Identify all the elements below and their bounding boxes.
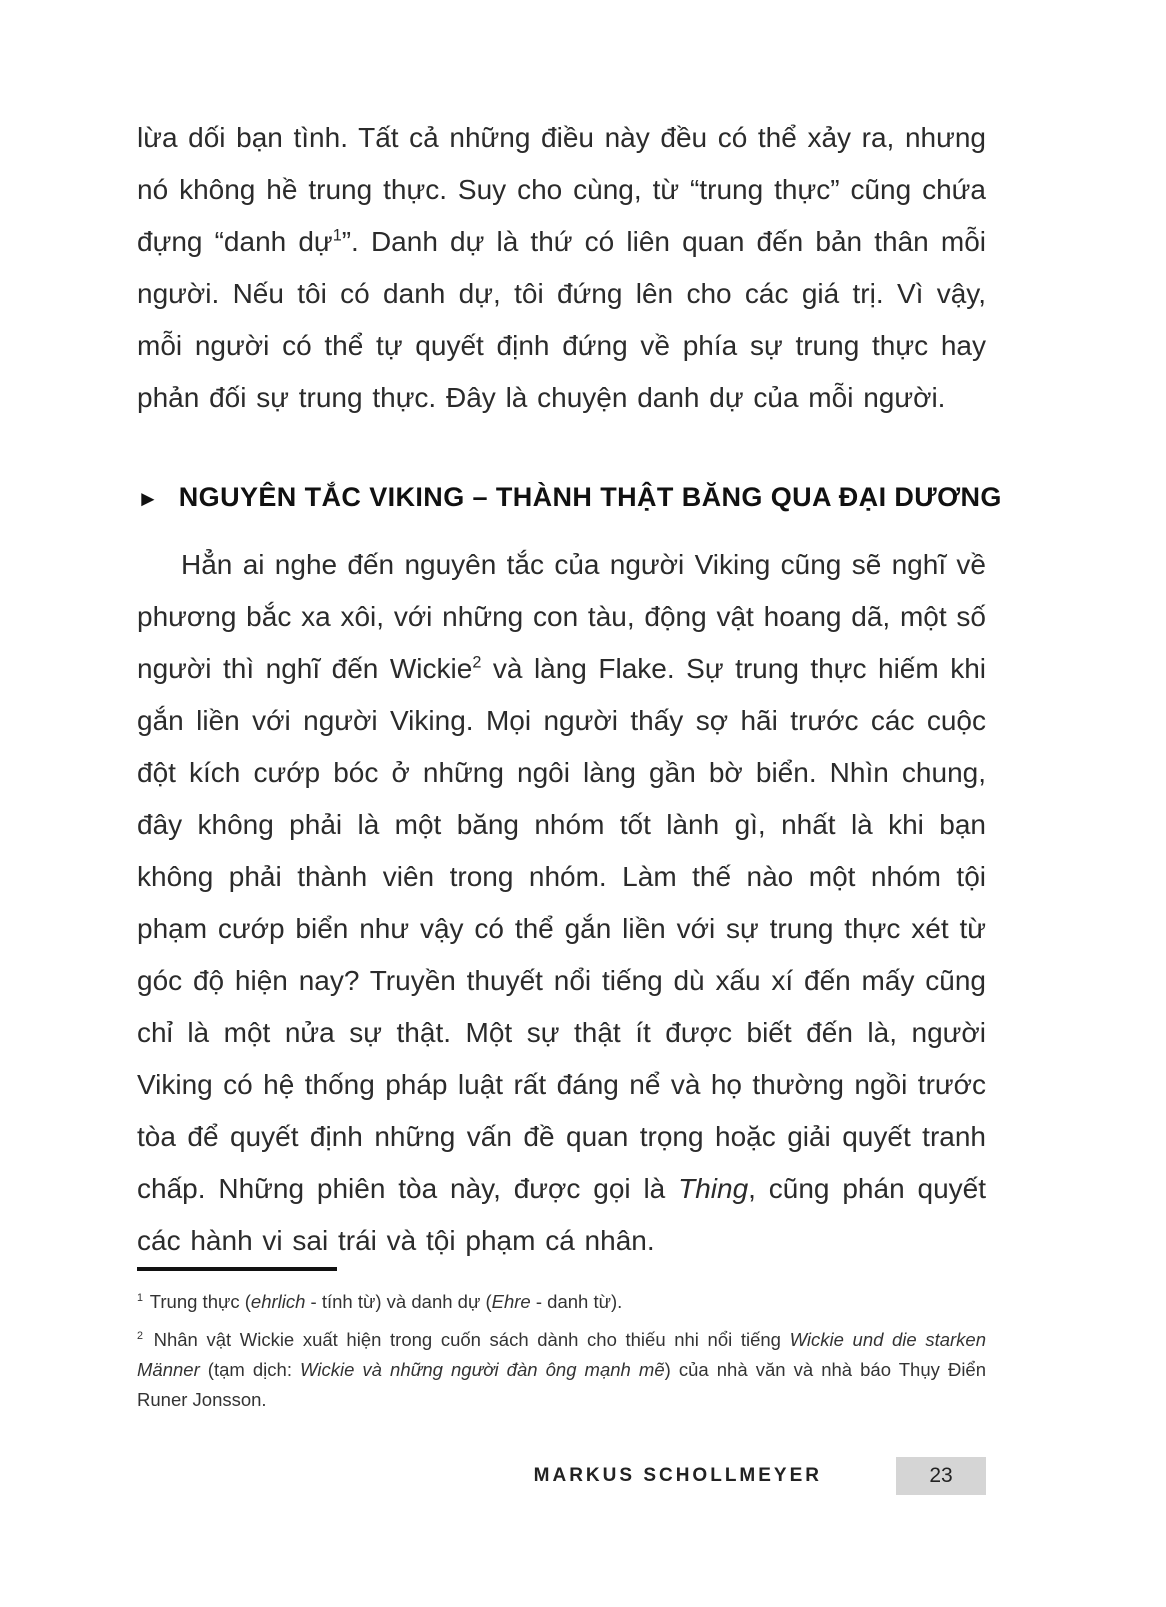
page-number: 23 (896, 1457, 986, 1495)
footnote-2: $^2$ Nhân vật Wickie xuất hiện trong cuốn sách dành cho thiếu nhi nổi tiếng Wickie und die starken Männer (tạm dịch: Wickie và những người đàn ông mạnh mẽ) của nhà văn và nhà báo Thụy Điển Runer Jonsson. (137, 1329, 987, 1410)
paragraph-continuation: lừa dối bạn tình. Tất cả những điều này đều có thể xảy ra, nhưng nó không hề trung thực. Suy cho cùng, từ “trung thực” cũng chứa đựng “danh dự$^1$”. Danh dự là thứ có liên quan đến bản thân mỗi người. Nếu tôi có danh dự, tôi đứng lên cho các giá trị. Vì vậy, mỗi người có thể tự quyết định đứng về phía sự trung thực hay phản đối sự trung thực. Đây là chuyện danh dự của mỗi người. (137, 122, 987, 413)
footnote-divider (137, 1267, 337, 1271)
author-name: MARKUS SCHOLLMEYER (533, 1465, 822, 1486)
heading-arrow-icon: ► (137, 485, 159, 511)
section-heading (137, 482, 1002, 513)
section-heading-text: NGUYÊN TẮC VIKING – THÀNH THẬT BĂNG QUA ĐẠI DƯƠNG (178, 482, 1002, 512)
paragraph-viking: Hẳn ai nghe đến nguyên tắc của người Viking cũng sẽ nghĩ về phương bắc xa xôi, với những con tàu, động vật hoang dã, một số người thì nghĩ đến Wickie$^2$ và làng Flake. Sự trung thực hiếm khi gắn liền với người Viking. Mọi người thấy sợ hãi trước các cuộc đột kích cướp bóc ở những ngôi làng gần bờ biển. Nhìn chung, đây không phải là một băng nhóm tốt lành gì, nhất là khi bạn không phải thành viên trong nhóm. Làm thế nào một nhóm tội phạm cướp biển như vậy có thể gắn liền với sự trung thực xét từ góc độ hiện nay? Truyền thuyết nổi tiếng dù xấu xí đến mấy cũng chỉ là một nửa sự thật. Một sự thật ít được biết đến là, người Viking có hệ thống pháp luật rất đáng nể và họ thường ngồi trước tòa để quyết định những vấn đề quan trọng hoặc giải quyết tranh chấp. Những phiên tòa này, được gọi là Thing, cũng phán quyết các hành vi sai trái và tội phạm cá nhân. (137, 549, 987, 1256)
page-footer (137, 1457, 986, 1495)
footnote-1: $^1$ Trung thực (ehrlich - tính từ) và danh dự (Ehre - danh từ). (137, 1291, 623, 1312)
footnotes-section (137, 1267, 986, 1423)
page-body (137, 112, 1002, 1267)
